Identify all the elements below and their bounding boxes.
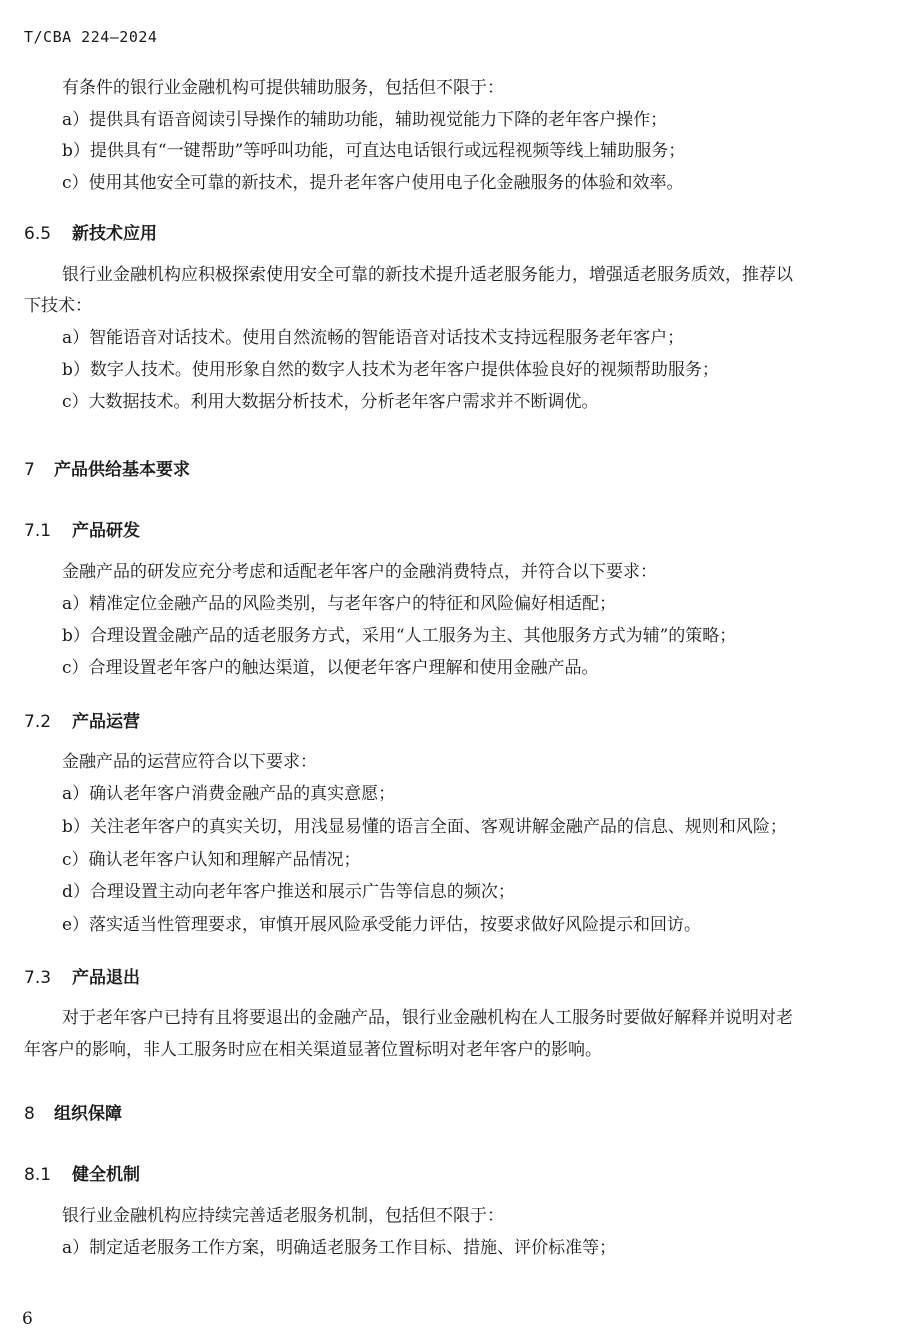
section-title: 产品供给基本要求 <box>54 460 190 480</box>
list-item: b）关注老年客户的真实关切，用浅显易懂的语言全面、客观讲解金融产品的信息、规则和风险； <box>62 817 787 837</box>
list-item: a）制定适老服务工作方案，明确适老服务工作目标、措施、评价标准等； <box>62 1238 617 1258</box>
section-heading-8-1 <box>24 1160 140 1185</box>
document-header-id: T/CBA 224—2024 <box>24 28 158 46</box>
paragraph: 有条件的银行业金融机构可提供辅助服务，包括但不限于： <box>62 78 504 98</box>
section-number: 6.5 <box>24 224 52 244</box>
section-title: 产品运营 <box>72 712 140 732</box>
list-item: a）精准定位金融产品的风险类别，与老年客户的特征和风险偏好相适配； <box>62 594 617 614</box>
section-heading-7-1 <box>24 516 140 541</box>
list-item: b）合理设置金融产品的适老服务方式，采用“人工服务为主、其他服务方式为辅”的策略； <box>62 626 737 646</box>
list-item: c）确认老年客户认知和理解产品情况； <box>62 850 361 870</box>
paragraph-continuation: 下技术： <box>24 296 92 316</box>
paragraph: 银行业金融机构应积极探索使用安全可靠的新技术提升适老服务能力，增强适老服务质效，推荐以 <box>62 265 793 285</box>
section-number: 7 <box>24 460 35 480</box>
section-title: 产品研发 <box>72 521 140 541</box>
list-item: c）合理设置老年客户的触达渠道，以便老年客户理解和使用金融产品。 <box>62 658 599 678</box>
section-heading-7 <box>24 455 190 480</box>
list-item: c）使用其他安全可靠的新技术，提升老年客户使用电子化金融服务的体验和效率。 <box>62 173 684 193</box>
section-number: 7.1 <box>24 521 52 541</box>
section-number: 7.3 <box>24 968 52 988</box>
section-number: 8 <box>24 1104 35 1124</box>
section-number: 8.1 <box>24 1165 52 1185</box>
list-item: b）提供具有“一键帮助”等呼叫功能，可直达电话银行或远程视频等线上辅助服务； <box>62 141 686 161</box>
list-item: a）确认老年客户消费金融产品的真实意愿； <box>62 784 396 804</box>
list-item: a）提供具有语音阅读引导操作的辅助功能，辅助视觉能力下降的老年客户操作； <box>62 110 668 130</box>
list-item: e）落实适当性管理要求，审慎开展风险承受能力评估，按要求做好风险提示和回访。 <box>62 915 702 935</box>
list-item: a）智能语音对话技术。使用自然流畅的智能语音对话技术支持远程服务老年客户； <box>62 328 685 348</box>
list-item: b）数字人技术。使用形象自然的数字人技术为老年客户提供体验良好的视频帮助服务； <box>62 360 719 380</box>
section-number: 7.2 <box>24 712 52 732</box>
paragraph: 银行业金融机构应持续完善适老服务机制，包括但不限于： <box>62 1206 504 1226</box>
section-title: 组织保障 <box>54 1104 122 1124</box>
section-heading-7-3 <box>24 963 140 988</box>
section-heading-8 <box>24 1099 122 1124</box>
list-item: c）大数据技术。利用大数据分析技术，分析老年客户需求并不断调优。 <box>62 392 599 412</box>
paragraph-continuation: 年客户的影响，非人工服务时应在相关渠道显著位置标明对老年客户的影响。 <box>24 1040 602 1060</box>
paragraph: 对于老年客户已持有且将要退出的金融产品，银行业金融机构在人工服务时要做好解释并说明对老 <box>62 1008 793 1028</box>
section-heading-7-2 <box>24 707 140 732</box>
paragraph: 金融产品的研发应充分考虑和适配老年客户的金融消费特点，并符合以下要求： <box>62 562 657 582</box>
section-title: 新技术应用 <box>72 224 157 244</box>
list-item: d）合理设置主动向老年客户推送和展示广告等信息的频次； <box>62 882 515 902</box>
section-title: 产品退出 <box>72 968 140 988</box>
section-title: 健全机制 <box>72 1165 140 1185</box>
section-heading-6-5 <box>24 219 157 244</box>
page-number: 6 <box>22 1309 33 1329</box>
paragraph: 金融产品的运营应符合以下要求： <box>62 752 317 772</box>
